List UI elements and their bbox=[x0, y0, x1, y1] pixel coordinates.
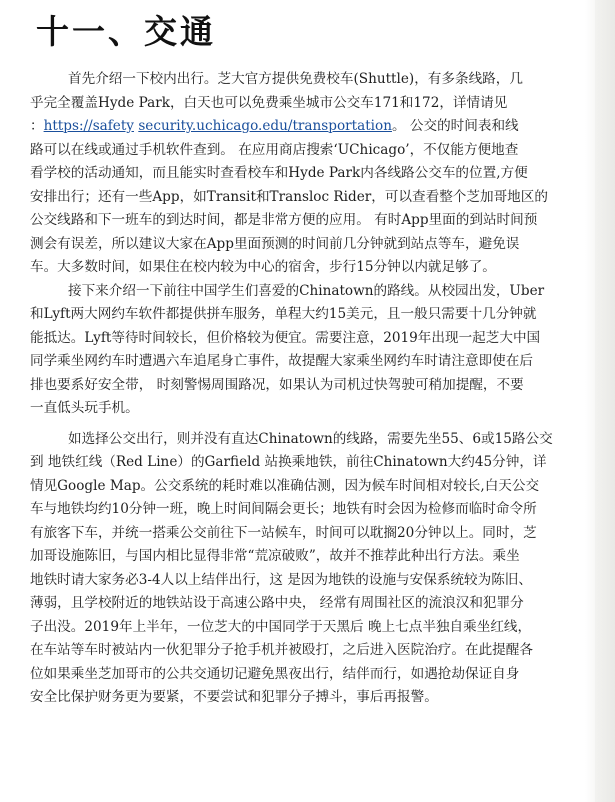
text-line: 能抵达。Lyft等待时间较长，但价格较为便宜。需要注意，2019年出现一起芝大中国 bbox=[30, 329, 541, 346]
text-line: 测会有误差，所以建议大家在App里面预测的时间前几分钟就到站点等车，避免误 bbox=[30, 235, 520, 252]
text-line: 地铁时请大家务必3-4人以上结伴出行，这 是因为地铁的设施与安保系统较为陈旧、 bbox=[30, 571, 532, 588]
transportation-link-part2[interactable]: security.uchicago.edu/transportation bbox=[138, 118, 392, 134]
document-body bbox=[30, 68, 588, 710]
text-line: 看学校的活动通知，而且能实时查看校车和Hyde Park内各线路公交车的位置,方便 bbox=[30, 165, 528, 181]
text-line: 薄弱，且学校附近的地铁站设于高速公路中央， 经常有周围社区的流浪汉和犯罪分 bbox=[30, 595, 524, 611]
text-line: 和Lyft两大网约车软件都提供拼车服务，单程大约15美元，且一般只需要十几分钟就 bbox=[30, 306, 537, 322]
text-line: 在车站等车时被站内一伙犯罪分子抢手机并被殴打，之后进入医院治疗。在此提醒各 bbox=[30, 642, 533, 658]
link-prefix: ： bbox=[30, 118, 44, 134]
text-line: 接下来介绍一下前往中国学生们喜爱的Chinatown的路线。从校园出发，Uber bbox=[68, 282, 545, 299]
text-line: 有旅客下车，并统一搭乘公交前往下一站候车，时间可以耽搁20分钟以上。同时，芝 bbox=[30, 524, 537, 541]
transportation-link-part1[interactable]: https://safety bbox=[43, 118, 134, 134]
paragraph-public-transit bbox=[30, 428, 588, 710]
text-line: 到 地铁红线（Red Line）的Garfield 站换乘地铁，前往Chinatown大约45分钟，详 bbox=[30, 454, 547, 470]
text-line: 安全比保护财务更为要紧，不要尝试和犯罪分子搏斗，事后再报警。 bbox=[30, 689, 438, 705]
text-line: 车与地铁均约10分钟一班，晚上时间间隔会更长；地铁有时会因为检修而临时命令所 bbox=[30, 501, 537, 517]
text-line: 公交线路和下一班车的到达时间，都是非常方便的应用。 有时App里面的到站时间预 bbox=[30, 212, 538, 228]
text-line-with-link bbox=[30, 115, 588, 139]
paragraph-campus-transport bbox=[30, 68, 588, 280]
text-line: 同学乘坐网约车时遭遇六车追尾身亡事件，故提醒大家乘坐网约车时请注意即使在后 bbox=[30, 353, 533, 369]
link-suffix: 。 公交的时间表和线 bbox=[391, 118, 519, 134]
text-line: 车。大多数时间，如果住在校内较为中心的宿舍，步行15分钟以内就足够了。 bbox=[30, 259, 496, 275]
text-line: 排也要系好安全带， 时刻警惕周围路况，如果认为司机过快驾驶可稍加提醒，不要 bbox=[30, 376, 524, 393]
paragraph-chinatown-rideshare bbox=[30, 280, 588, 421]
text-line: 情见Google Map。公交系统的耗时难以准确估测，因为候车时间相对较长,白天公交 bbox=[30, 477, 540, 494]
page-edge-shadow bbox=[585, 0, 615, 802]
text-line: 安排出行；还有一些App，如Transit和Transloc Rider，可以查看整个芝加哥地区的 bbox=[30, 188, 548, 205]
section-heading: 十一、交通 bbox=[36, 12, 216, 51]
text-line: 加哥设施陈旧，与国内相比显得非常“荒凉破败”，故并不推荐此种出行方法。乘坐 bbox=[30, 548, 520, 564]
text-line: 路可以在线或通过手机软件查到。 在应用商店搜索‘UChicago’，不仅能方便地查 bbox=[30, 141, 519, 158]
text-line: 乎完全覆盖Hyde Park，白天也可以免费乘坐城市公交车171和172，详情请见 bbox=[30, 94, 508, 111]
text-line: 位如果乘坐芝加哥市的公共交通切记避免黑夜出行，结伴而行，如遇抢劫保证自身 bbox=[30, 665, 520, 682]
text-line: 一直低头玩手机。 bbox=[30, 400, 139, 416]
text-line: 首先介绍一下校内出行。芝大官方提供免费校车(Shuttle)，有多条线路，几 bbox=[68, 71, 523, 87]
text-line: 如选择公交出行，则并没有直达Chinatown的线路，需要先坐55、6或15路公交 bbox=[68, 430, 553, 447]
text-line: 子出没。2019年上半年，一位芝大的中国同学于天黑后 晚上七点半独自乘坐红线， bbox=[30, 618, 532, 635]
